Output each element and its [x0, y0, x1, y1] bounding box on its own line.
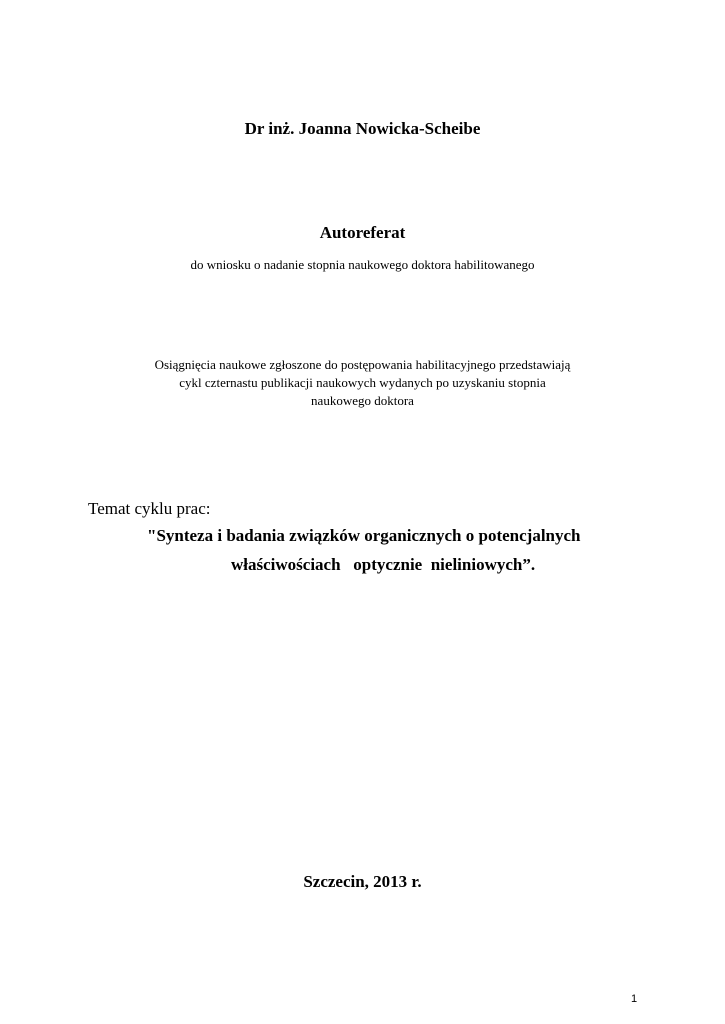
achievements-paragraph [110, 356, 615, 410]
page-number: 1 [631, 993, 638, 1005]
achievements-line: Osiągnięcia naukowe zgłoszone do postępowania habilitacyjnego przedstawiają [154, 357, 571, 372]
achievements-line: naukowego doktora [311, 393, 414, 408]
topic-label: Temat cyklu prac: [88, 499, 211, 518]
author-name: Dr inż. Joanna Nowicka-Scheibe [244, 119, 481, 138]
place-and-date: Szczecin, 2013 r. [303, 872, 422, 891]
document-subtitle: do wniosku o nadanie stopnia naukowego doktora habilitowanego [190, 257, 535, 272]
document-title: Autoreferat [319, 223, 406, 242]
topic-title-line: właściwościach optycznie nieliniowych”. [231, 555, 536, 574]
topic-title-line: "Synteza i badania związków organicznych o potencjalnych [147, 526, 581, 545]
achievements-line: cykl czternastu publikacji naukowych wydanych po uzyskaniu stopnia [179, 375, 546, 390]
